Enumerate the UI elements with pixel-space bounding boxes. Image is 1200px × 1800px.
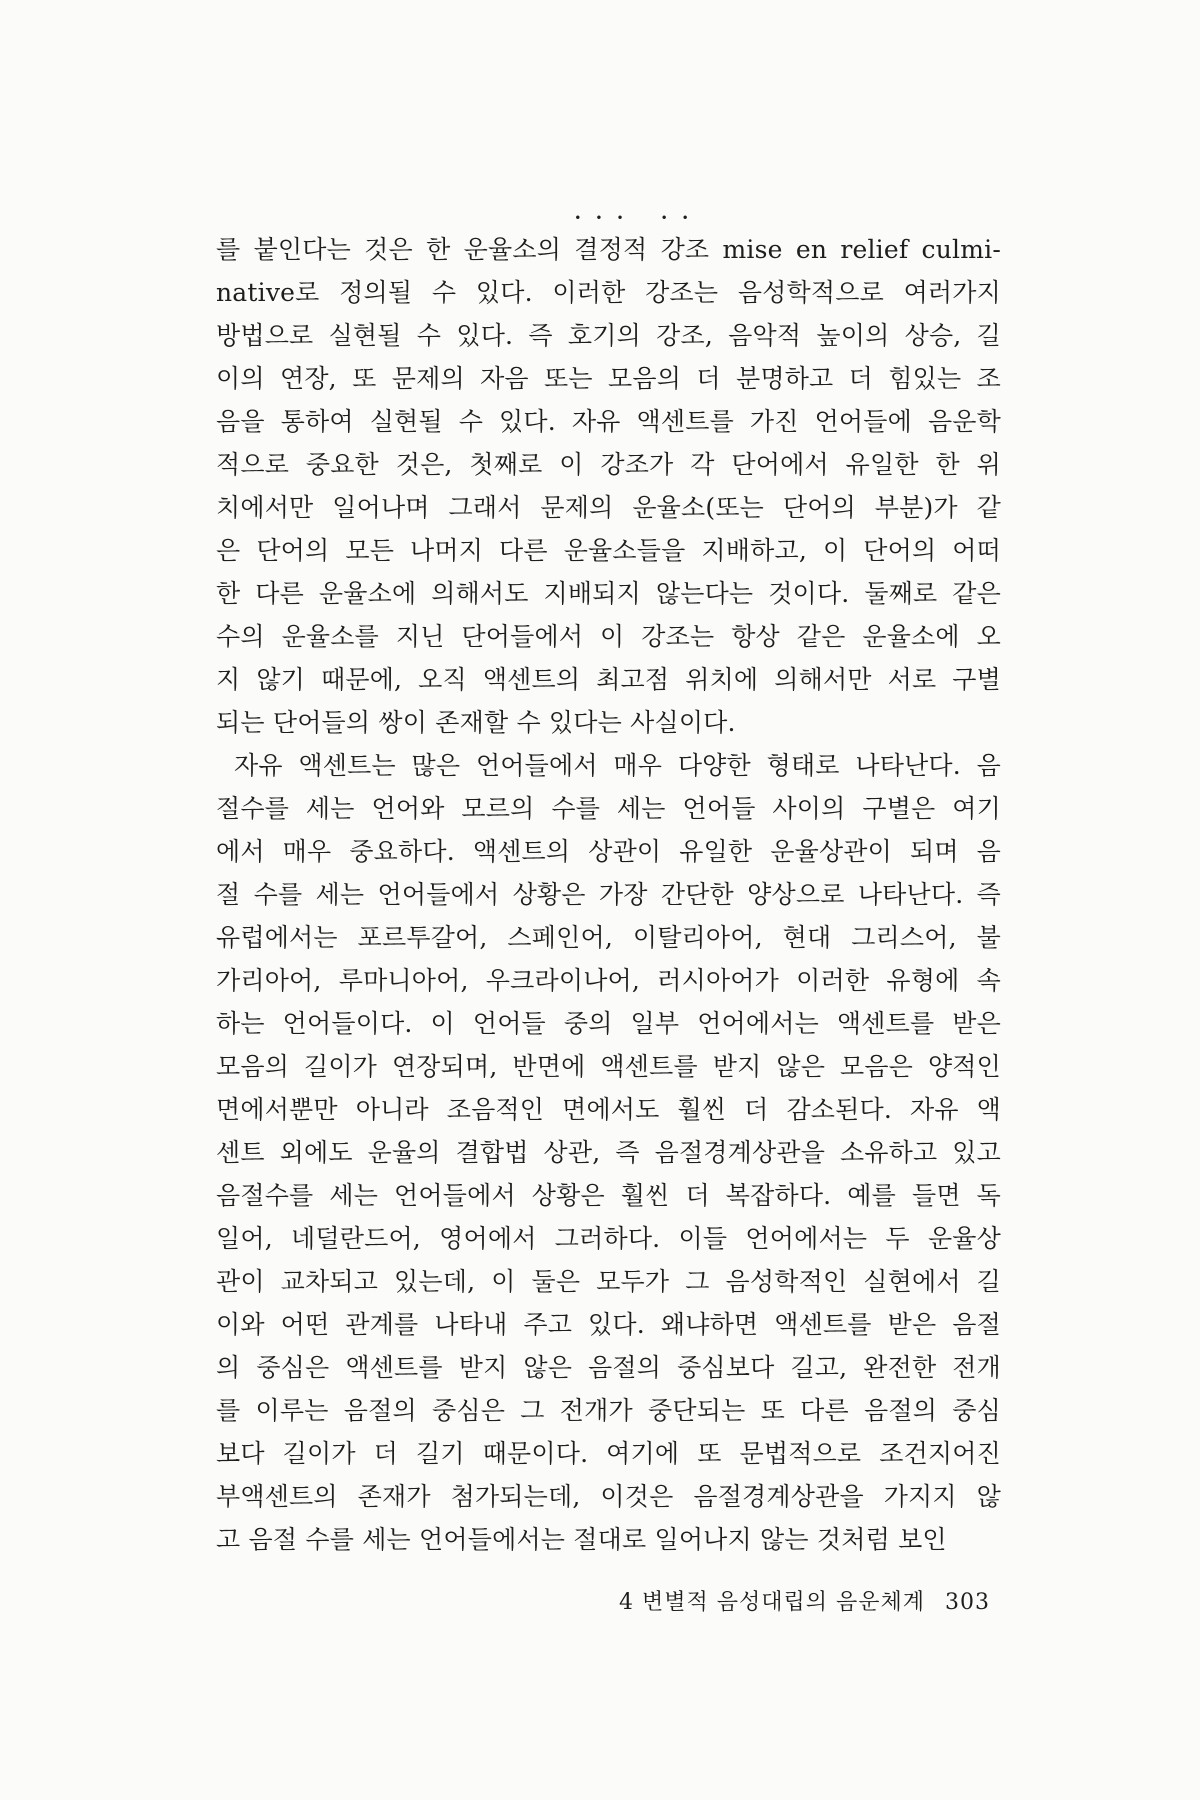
text-line: 하는 언어들이다. 이 언어들 중의 일부 언어에서는 액센트를 받은 bbox=[216, 1009, 1001, 1038]
text-line: 부액센트의 존재가 첨가되는데, 이것은 음절경계상관을 가지지 않 bbox=[216, 1482, 1001, 1511]
text-line: 절수를 세는 언어와 모르의 수를 세는 언어들 사이의 구별은 여기 bbox=[216, 794, 1001, 823]
text-line: 보다 길이가 더 길기 때문이다. 여기에 또 문법적으로 조건지어진 bbox=[216, 1439, 1001, 1468]
text-line: 음을 통하여 실현될 수 있다. 자유 액센트를 가진 언어들에 음운학 bbox=[216, 407, 1001, 436]
text-line: 를 이루는 음절의 중심은 그 전개가 중단되는 또 다른 음절의 중심 bbox=[216, 1396, 1001, 1425]
text-line: 음절수를 세는 언어들에서 상황은 훨씬 더 복잡하다. 예를 들면 독 bbox=[216, 1181, 1001, 1210]
text-line: 면에서뿐만 아니라 조음적인 면에서도 훨씬 더 감소된다. 자유 액 bbox=[216, 1095, 1001, 1124]
text-line: 일어, 네덜란드어, 영어에서 그러하다. 이들 언어에서는 두 운율상 bbox=[216, 1224, 1001, 1253]
text-line: 되는 단어들의 쌍이 존재할 수 있다는 사실이다. bbox=[216, 708, 736, 737]
text-line: 센트 외에도 운율의 결합법 상관, 즉 음절경계상관을 소유하고 있고 bbox=[216, 1138, 1001, 1167]
text-line: 수의 운율소를 지닌 단어들에서 이 강조는 항상 같은 운율소에 오 bbox=[216, 622, 1001, 651]
text-line: 지 않기 때문에, 오직 액센트의 최고점 위치에 의해서만 서로 구별 bbox=[216, 665, 1001, 694]
emphasis-dots-icon: •• bbox=[660, 211, 703, 225]
paragraph-2 bbox=[216, 744, 1001, 1561]
text-line: 를 붙인다는 것은 한 운율소의 결정적 ••• 강조 •• mise en relief culmi- bbox=[216, 228, 1001, 271]
text-line: 한 다른 운율소에 의해서도 지배되지 않는다는 것이다. 둘째로 같은 bbox=[216, 579, 1001, 608]
text-line: 절 수를 세는 언어들에서 상황은 가장 간단한 양상으로 나타난다. 즉 bbox=[216, 880, 1001, 909]
text-line: 치에서만 일어나며 그래서 문제의 운율소(또는 단어의 부분)가 같 bbox=[216, 493, 1001, 522]
text-line: 이와 어떤 관계를 나타내 주고 있다. 왜냐하면 액센트를 받은 음절 bbox=[216, 1310, 1001, 1339]
text-line: 이의 연장, 또 문제의 자음 또는 모음의 더 분명하고 더 힘있는 조 bbox=[216, 364, 1001, 393]
paragraph-1 bbox=[216, 211, 1001, 744]
running-footer bbox=[0, 1585, 990, 1616]
text-line: 적으로 중요한 것은, 첫째로 이 강조가 각 단어에서 유일한 한 위 bbox=[216, 450, 1001, 479]
text-line: 에서 매우 중요하다. 액센트의 상관이 유일한 운율상관이 되며 음 bbox=[216, 837, 1001, 866]
text-line: 고 음절 수를 세는 언어들에서는 절대로 일어나지 않는 것처럼 보인 bbox=[216, 1525, 947, 1554]
text-line: 방법으로 실현될 수 있다. 즉 호기의 강조, 음악적 높이의 상승, 길 bbox=[216, 321, 1001, 350]
body-text bbox=[216, 211, 1001, 1561]
text-line: 은 단어의 모든 나머지 다른 운율소들을 지배하고, 이 단어의 어떠 bbox=[216, 536, 1001, 565]
text-line: 관이 교차되고 있는데, 이 둘은 모두가 그 음성학적인 실현에서 길 bbox=[216, 1267, 1001, 1296]
text-line: 자유 액센트는 많은 언어들에서 매우 다양한 형태로 나타난다. 음 bbox=[234, 751, 1001, 780]
text-line: native로 정의될 수 있다. 이러한 강조는 음성학적으로 여러가지 bbox=[216, 278, 1001, 307]
text-line: 유럽에서는 포르투갈어, 스페인어, 이탈리아어, 현대 그리스어, 불 bbox=[216, 923, 1001, 952]
chapter-title: 4 변별적 음성대립의 음운체계 bbox=[618, 1590, 925, 1615]
text-line: 가리아어, 루마니아어, 우크라이나어, 러시아어가 이러한 유형에 속 bbox=[216, 966, 1001, 995]
page-number: 303 bbox=[945, 1590, 990, 1615]
emphasis-dots-icon: ••• bbox=[574, 211, 638, 225]
emphasis-word: 결정적 ••• bbox=[574, 211, 648, 264]
text-line: 모음의 길이가 연장되며, 반면에 액센트를 받지 않은 모음은 양적인 bbox=[216, 1052, 1001, 1081]
emphasis-word: 강조 •• bbox=[660, 211, 710, 264]
text-line: 의 중심은 액센트를 받지 않은 음절의 중심보다 길고, 완전한 전개 bbox=[216, 1353, 1001, 1382]
